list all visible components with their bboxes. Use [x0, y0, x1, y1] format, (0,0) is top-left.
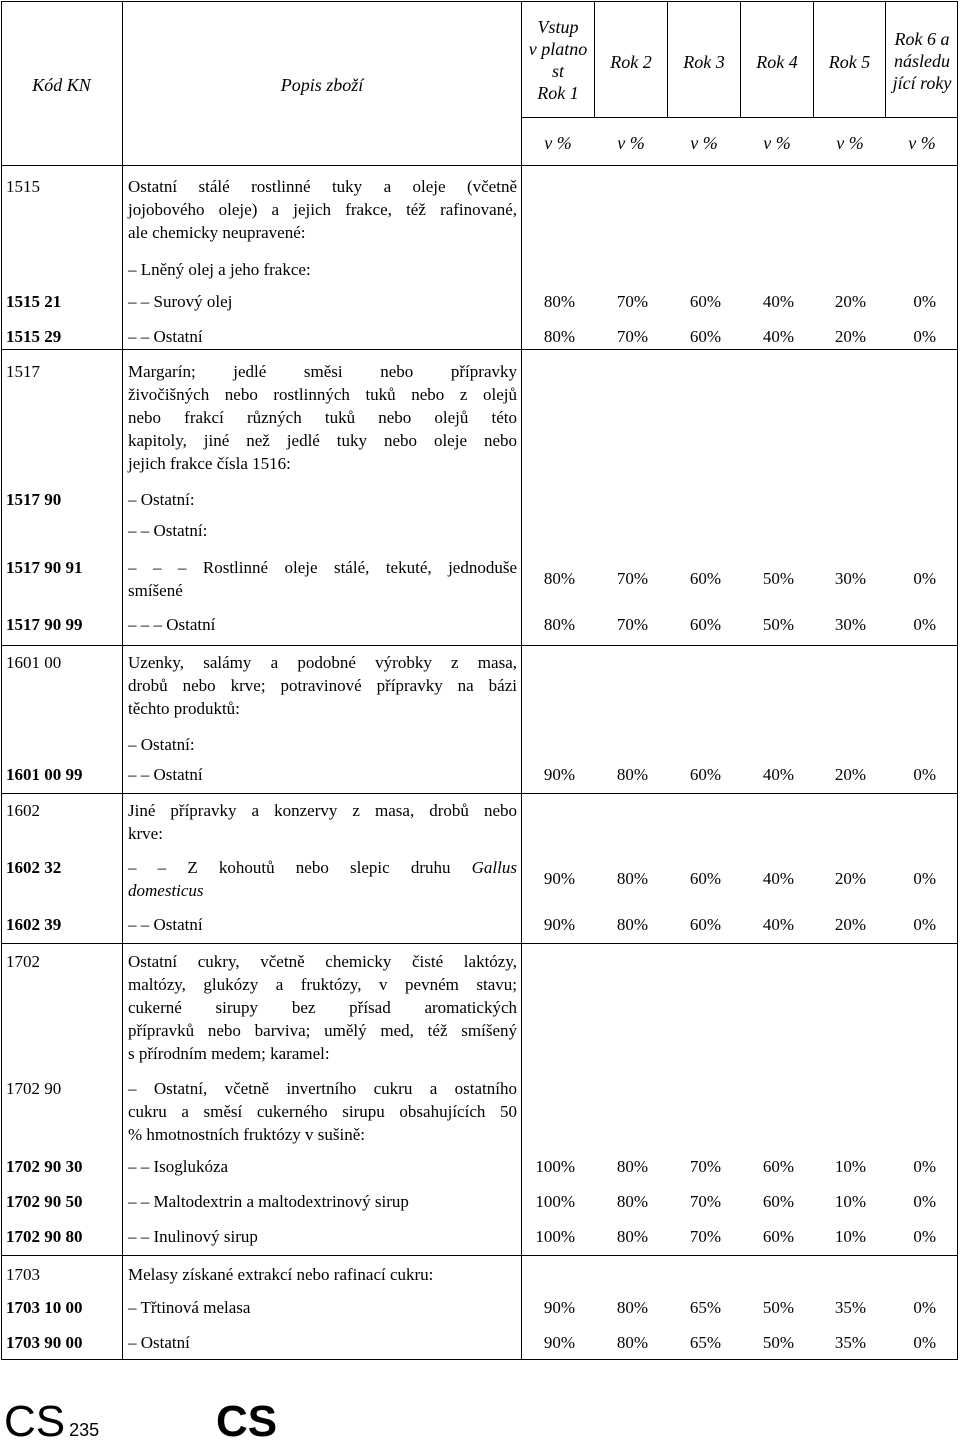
rate-cell: 35% [834, 1333, 866, 1352]
rate-cell: 80% [616, 915, 648, 934]
row-description [128, 1077, 517, 1146]
rate-cell: 80% [543, 615, 575, 634]
header-rok1 [522, 16, 594, 104]
header-rok2: Rok 2 [610, 52, 652, 72]
unit-label: v % [908, 133, 936, 153]
row-code: 1517 90 [6, 490, 62, 509]
footer-lang-code: CS [4, 1397, 66, 1446]
description-line: domesticus [128, 881, 204, 900]
row-description [128, 360, 517, 475]
row-description [128, 913, 517, 936]
header-rok1-line: Rok 1 [537, 83, 579, 103]
row-code: 1602 [6, 801, 40, 820]
row-description [128, 1190, 517, 1213]
rate-cell: 20% [834, 327, 866, 346]
rate-cell: 35% [834, 1298, 866, 1317]
row-code: 1703 10 00 [6, 1298, 83, 1317]
rate-cell: 0% [913, 569, 936, 588]
rate-cell: 60% [689, 869, 721, 888]
description-line: – Ostatní: [128, 490, 195, 509]
rate-cell: 60% [762, 1192, 794, 1211]
description-line: – – Ostatní [128, 327, 203, 346]
rate-cell: 60% [689, 292, 721, 311]
description-line: cukerné sirupy bez přísad aromatických [128, 998, 517, 1017]
description-line: Margarín; jedlé směsi nebo přípravky [128, 362, 517, 381]
description-line: – – Z kohoutů nebo slepic druhu Gallus [128, 858, 517, 877]
rate-cell: 20% [834, 765, 866, 784]
rate-cell: 90% [543, 1298, 575, 1317]
rate-cell: 90% [543, 1333, 575, 1352]
row-divider [1, 349, 958, 350]
row-description [128, 651, 517, 720]
rate-cell: 70% [616, 615, 648, 634]
row-description [128, 1155, 517, 1178]
page-number: 235 [69, 1420, 100, 1440]
rate-cell: 80% [616, 1157, 648, 1176]
row-code: 1703 [6, 1265, 40, 1284]
description-line: drobů nebo krve; potravinové přípravky na bázi [128, 676, 517, 695]
rate-cell: 50% [762, 569, 794, 588]
row-description [128, 950, 517, 1065]
description-line: nebo frakcí různých tuků nebo olejů této [128, 408, 517, 427]
row-description [128, 763, 517, 786]
row-description [128, 488, 517, 511]
rate-cell: 0% [913, 615, 936, 634]
row-description [128, 733, 517, 756]
row-code: 1702 90 50 [6, 1192, 83, 1211]
description-line: živočišných nebo rostlinných tuků nebo z olejů [128, 385, 517, 404]
header-rok1-line: st [551, 61, 564, 81]
description-line: – – – Rostlinné oleje stálé, tekuté, jednoduše [128, 558, 517, 577]
description-line: Ostatní cukry, včetně chemicky čisté laktózy, [128, 952, 517, 971]
rate-cell: 0% [913, 1298, 936, 1317]
rate-cell: 20% [834, 292, 866, 311]
row-code: 1517 90 99 [6, 615, 83, 634]
row-description [128, 519, 517, 542]
row-description [128, 325, 517, 348]
unit-label: v % [836, 133, 864, 153]
rate-cell: 100% [535, 1192, 575, 1211]
description-line: – Ostatní [128, 1333, 190, 1352]
row-description [128, 1296, 517, 1319]
header-rok5: Rok 5 [828, 52, 871, 72]
row-code: 1517 [6, 362, 40, 381]
rate-cell: 0% [913, 915, 936, 934]
description-line: – – Isoglukóza [128, 1157, 229, 1176]
rate-cell: 0% [913, 1227, 936, 1246]
rate-cell: 50% [762, 1333, 794, 1352]
rate-cell: 80% [543, 569, 575, 588]
description-line: Melasy získané extrakcí nebo rafinací cukru: [128, 1265, 434, 1284]
rate-cell: 60% [762, 1157, 794, 1176]
row-divider [1, 943, 958, 944]
rate-cell: 0% [913, 1333, 936, 1352]
rate-cell: 70% [689, 1157, 721, 1176]
rate-cell: 40% [762, 915, 794, 934]
rate-cell: 30% [834, 615, 866, 634]
row-description [128, 799, 517, 845]
rate-cell: 0% [913, 292, 936, 311]
rate-cell: 40% [762, 292, 794, 311]
rate-cell: 60% [689, 765, 721, 784]
row-code: 1517 90 91 [6, 558, 83, 577]
row-divider [1, 165, 958, 166]
description-line: – Ostatní: [128, 735, 195, 754]
rate-cell: 80% [616, 1192, 648, 1211]
header-rok3: Rok 3 [683, 52, 725, 72]
rate-cell: 70% [616, 327, 648, 346]
rate-cell: 100% [535, 1157, 575, 1176]
rate-cell: 65% [689, 1298, 721, 1317]
rate-cell: 80% [616, 1227, 648, 1246]
rate-cell: 80% [616, 869, 648, 888]
description-line: ale chemicky neupravené: [128, 223, 306, 242]
row-code: 1515 [6, 177, 40, 196]
row-description [128, 1331, 517, 1354]
row-code: 1601 00 [6, 653, 62, 672]
row-divider [1, 645, 958, 646]
row-description [128, 175, 517, 244]
rate-cell: 40% [762, 327, 794, 346]
rate-cell: 40% [762, 765, 794, 784]
description-line: s přírodním medem; karamel: [128, 1044, 330, 1063]
rate-cell: 70% [616, 292, 648, 311]
rate-cell: 0% [913, 1192, 936, 1211]
rate-cell: 50% [762, 615, 794, 634]
rate-cell: 70% [689, 1192, 721, 1211]
header-rok6-line: následu [894, 51, 950, 71]
description-line: – Lněný olej a jeho frakce: [128, 260, 311, 279]
description-line: kapitoly, jiné než jedlé tuky nebo oleje nebo [128, 431, 517, 450]
rate-cell: 60% [689, 915, 721, 934]
rate-cell: 60% [689, 327, 721, 346]
rate-cell: 90% [543, 869, 575, 888]
rate-cell: 90% [543, 765, 575, 784]
unit-label: v % [544, 133, 572, 153]
rate-cell: 40% [762, 869, 794, 888]
unit-label: v % [617, 133, 645, 153]
description-line: cukru a směsí cukerného sirupu obsahujících 50 [128, 1102, 517, 1121]
rate-cell: 80% [616, 1333, 648, 1352]
description-line: krve: [128, 824, 163, 843]
rate-cell: 80% [543, 292, 575, 311]
footer-lang-left [4, 1398, 99, 1454]
unit-label: v % [690, 133, 718, 153]
row-code: 1703 90 00 [6, 1333, 83, 1352]
description-line: – – Ostatní [128, 915, 203, 934]
row-code: 1601 00 99 [6, 765, 83, 784]
description-line: jejich frakce čísla 1516: [128, 454, 291, 473]
header-rok6-line: jící roky [892, 73, 952, 93]
row-code: 1702 90 80 [6, 1227, 83, 1246]
row-code: 1702 90 30 [6, 1157, 83, 1176]
rate-cell: 80% [616, 1298, 648, 1317]
rate-cell: 80% [543, 327, 575, 346]
rate-cell: 70% [689, 1227, 721, 1246]
row-description [128, 556, 517, 602]
description-line: % hmotnostních fruktózy v sušině: [128, 1125, 366, 1144]
rate-cell: 0% [913, 1157, 936, 1176]
description-line: Jiné přípravky a konzervy z masa, drobů nebo [128, 801, 517, 820]
row-code: 1602 39 [6, 915, 62, 934]
row-code: 1602 32 [6, 858, 62, 877]
row-description [128, 613, 517, 636]
row-code: 1702 90 [6, 1079, 62, 1098]
header-rok1-line: Vstup [537, 17, 579, 37]
header-popis: Popis zboží [280, 75, 364, 95]
description-line: – Ostatní, včetně invertního cukru a ostatního [128, 1079, 517, 1098]
rate-cell: 90% [543, 915, 575, 934]
description-line: jojobového oleje) a jejich frakce, též rafinované, [128, 200, 517, 219]
row-description [128, 1263, 517, 1286]
row-divider [1, 793, 958, 794]
rate-cell: 30% [834, 569, 866, 588]
row-description [128, 290, 517, 313]
rate-cell: 20% [834, 915, 866, 934]
rate-cell: 70% [616, 569, 648, 588]
rate-cell: 60% [762, 1227, 794, 1246]
description-line: – – Maltodextrin a maltodextrinový sirup [128, 1192, 409, 1211]
description-line: – – Inulinový sirup [128, 1227, 258, 1246]
rate-cell: 10% [834, 1227, 866, 1246]
description-line: – Třtinová melasa [128, 1298, 251, 1317]
rate-cell: 0% [913, 765, 936, 784]
description-line: přípravků nebo barviva; umělý med, též smíšený [128, 1021, 517, 1040]
rate-cell: 80% [616, 765, 648, 784]
footer-lang-right: CS [216, 1397, 278, 1446]
row-code: 1515 21 [6, 292, 62, 311]
rate-cell: 10% [834, 1157, 866, 1176]
row-code: 1702 [6, 952, 40, 971]
description-line: – – Ostatní: [128, 521, 208, 540]
description-line: Ostatní stálé rostlinné tuky a oleje (včetně [128, 177, 517, 196]
rate-cell: 100% [535, 1227, 575, 1246]
description-line: smíšené [128, 581, 183, 600]
header-rok1-line: v platno [528, 39, 588, 59]
rate-cell: 50% [762, 1298, 794, 1317]
rate-cell: 60% [689, 569, 721, 588]
row-divider [1, 1255, 958, 1256]
rate-cell: 10% [834, 1192, 866, 1211]
description-line: – – – Ostatní [128, 615, 216, 634]
header-rok6-line: Rok 6 a [894, 29, 950, 49]
row-description [128, 258, 517, 281]
rate-cell: 65% [689, 1333, 721, 1352]
description-line: – – Ostatní [128, 765, 203, 784]
row-description [128, 856, 517, 902]
description-line: těchto produktů: [128, 699, 240, 718]
unit-label: v % [763, 133, 791, 153]
header-kod: Kód KN [32, 75, 91, 95]
header-rok6 [886, 28, 958, 94]
description-line: maltózy, glukózy a fruktózy, v pevném stavu; [128, 975, 517, 994]
row-code: 1515 29 [6, 327, 62, 346]
description-line: Uzenky, salámy a podobné výrobky z masa, [128, 653, 517, 672]
rate-cell: 20% [834, 869, 866, 888]
rate-cell: 0% [913, 327, 936, 346]
row-description [128, 1225, 517, 1248]
rate-cell: 0% [913, 869, 936, 888]
description-line: – – Surový olej [128, 292, 233, 311]
row-divider [521, 117, 958, 118]
header-rok4: Rok 4 [756, 52, 798, 72]
rate-cell: 60% [689, 615, 721, 634]
